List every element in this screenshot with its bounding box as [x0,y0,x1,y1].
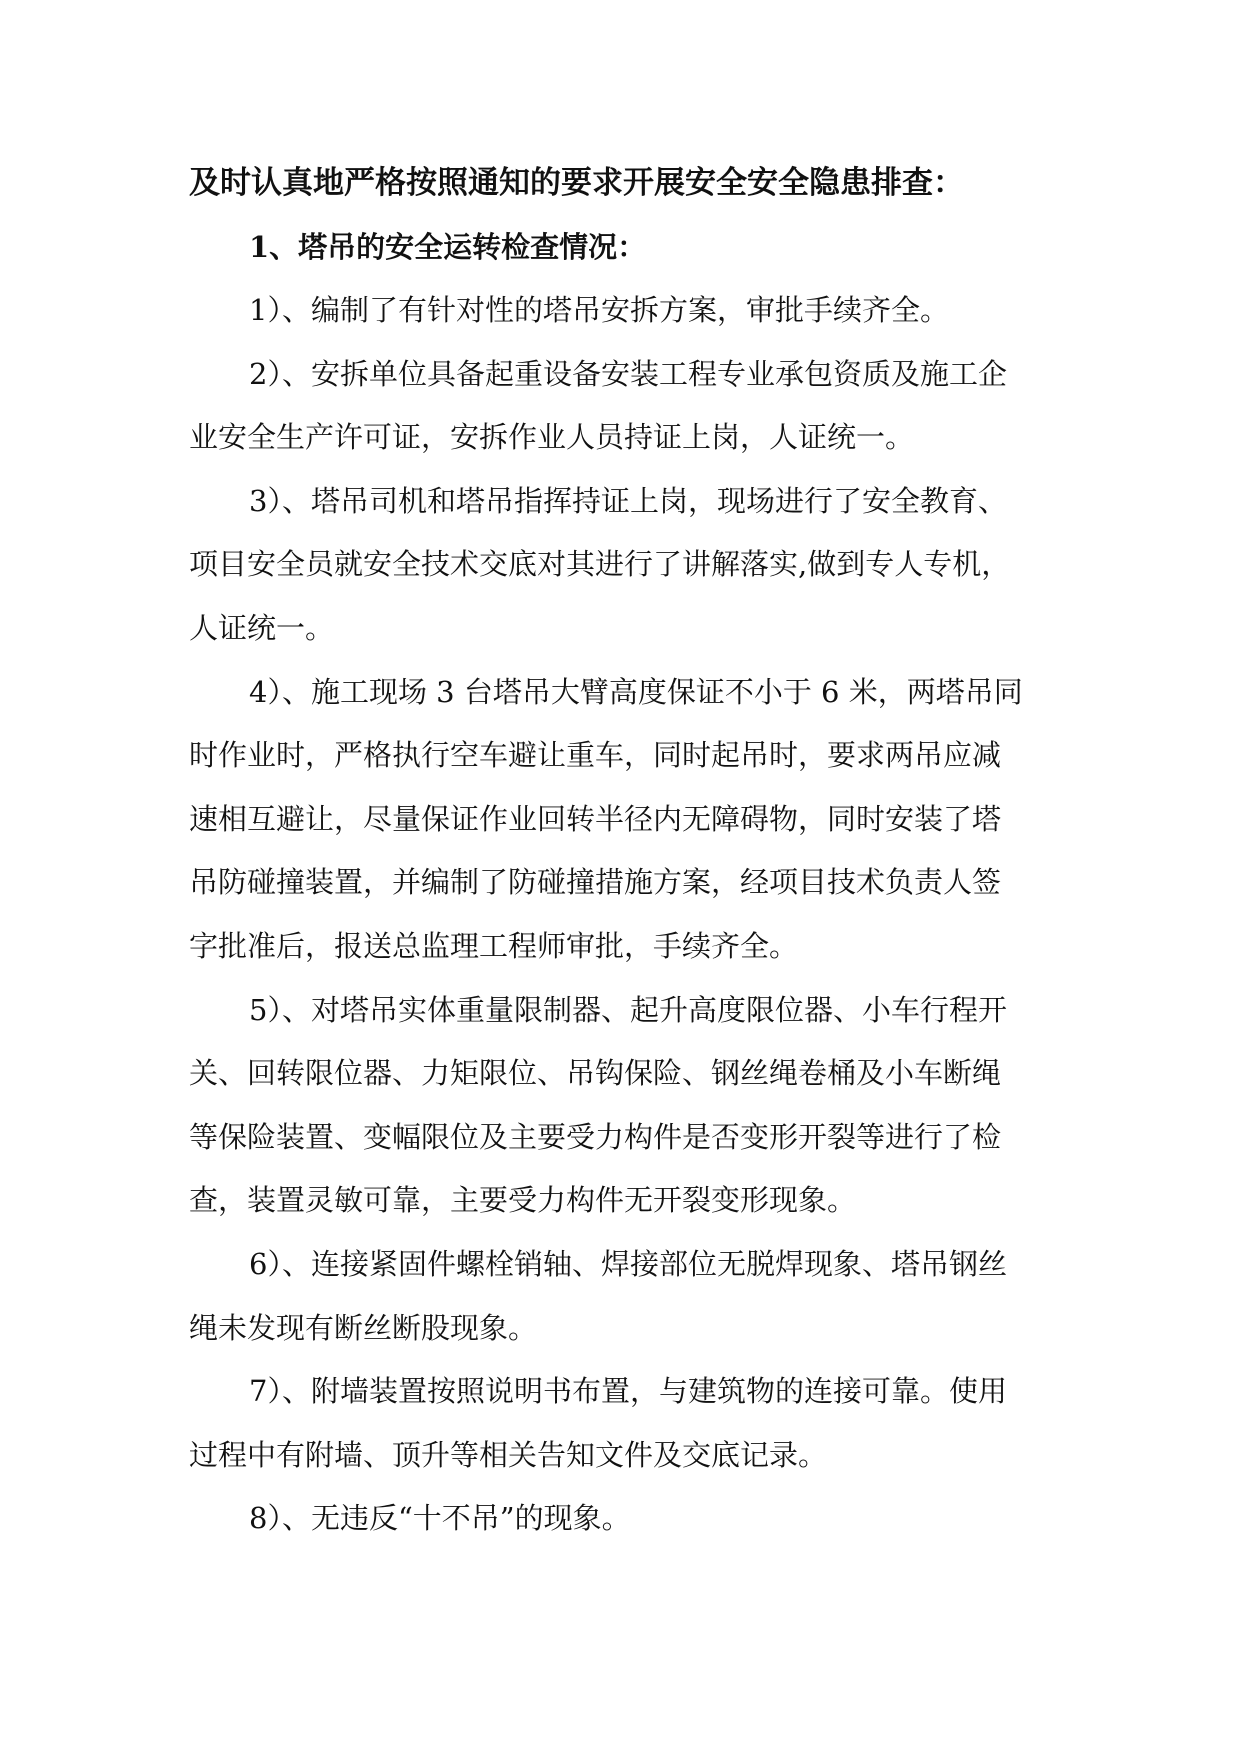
item-1-paragraph [189,279,1059,343]
item-7-paragraph [189,1360,1059,1487]
section-title: 1、塔吊的安全运转检查情况： [249,230,647,264]
item-5-line-4: 查，装置灵敏可靠，主要受力构件无开裂变形现象。 [189,1183,857,1218]
item-7-line-2: 过程中有附墙、顶升等相关告知文件及交底记录。 [189,1437,828,1472]
item-4-line-2: 时作业时，严格执行空车避让重车，同时起吊时，要求两吊应减 [189,738,1002,773]
document-heading: 及时认真地严格按照通知的要求开展安全安全隐患排查： [189,165,964,201]
item-3-line-2: 项目安全员就安全技术交底对其进行了讲解落实,做到专人专机， [189,547,1011,582]
item-5-line-3: 等保险装置、变幅限位及主要受力构件是否变形开裂等进行了检 [189,1119,1002,1154]
item-6-line-2: 绳未发现有断丝断股现象。 [189,1310,538,1345]
item-3-line-3: 人证统一。 [189,610,335,645]
item-5-paragraph [189,979,1059,1233]
item-2-line-2: 业安全生产许可证，安拆作业人员持证上岗，人证统一。 [189,420,915,455]
item-4-paragraph [189,661,1059,979]
item-2-line-1: 2）、安拆单位具备起重设备安装工程专业承包资质及施工企 [249,356,1007,391]
item-8-line-1: 8）、无违反“十不吊”的现象。 [249,1501,631,1536]
item-1-line-1: 1）、编制了有针对性的塔吊安拆方案，审批手续齐全。 [249,293,949,327]
item-3-line-1: 3）、塔吊司机和塔吊指挥持证上岗，现场进行了安全教育、 [249,483,1007,518]
item-4-line-3: 速相互避让，尽量保证作业回转半径内无障碍物，同时安装了塔 [189,801,1002,836]
item-4-line-4: 吊防碰撞装置，并编制了防碰撞措施方案，经项目技术负责人签 [189,865,1002,900]
item-5-line-1: 5）、对塔吊实体重量限制器、起升高度限位器、小车行程开 [249,992,1007,1027]
item-4-line-5: 字批准后，报送总监理工程师审批，手续齐全。 [189,928,799,963]
item-8-paragraph [189,1487,1059,1551]
item-2-paragraph [189,343,1059,470]
item-6-paragraph [189,1233,1059,1360]
item-4-line-1: 4）、施工现场 3 台塔吊大臂高度保证不小于 6 米，两塔吊同 [249,674,1023,709]
item-3-paragraph [189,470,1059,661]
document-body [189,151,1059,1551]
item-5-line-2: 关、回转限位器、力矩限位、吊钩保险、钢丝绳卷桶及小车断绳 [189,1056,1002,1091]
item-7-line-1: 7）、附墙装置按照说明书布置，与建筑物的连接可靠。使用 [249,1374,1007,1409]
item-6-line-1: 6）、连接紧固件螺栓销轴、焊接部位无脱焊现象、塔吊钢丝 [249,1246,1007,1281]
